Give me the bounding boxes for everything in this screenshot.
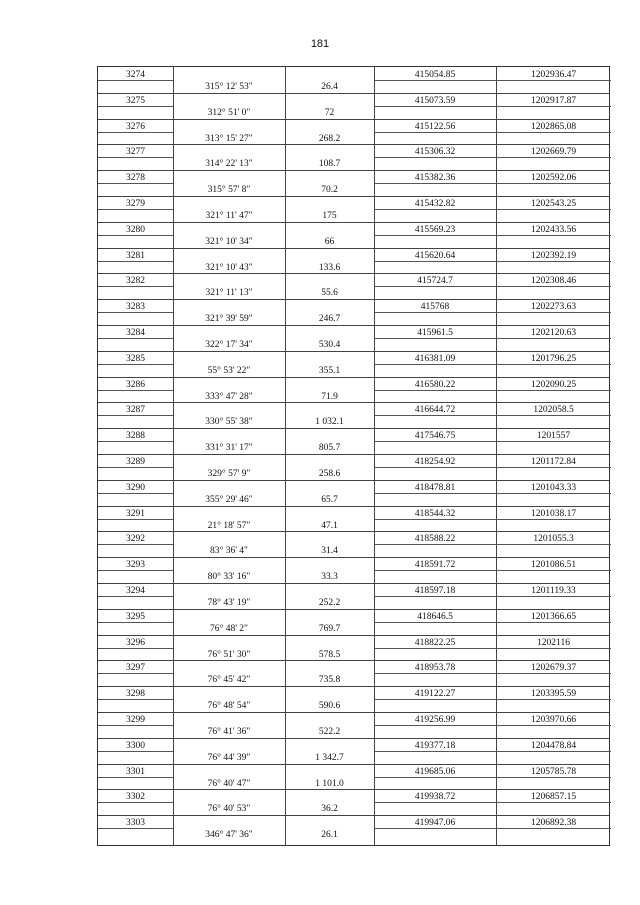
point-number: 3287 — [126, 405, 145, 416]
direction-angle: 314° 22' 13" — [205, 159, 253, 170]
y-coordinate: 1201086.51 — [530, 560, 577, 571]
cell-divider — [496, 777, 611, 778]
cell-divider — [496, 286, 611, 287]
cell-divider — [374, 596, 496, 597]
direction-angle: 55° 53' 22" — [207, 365, 251, 376]
cell-divider — [98, 209, 173, 210]
x-coordinate: 418953.78 — [414, 663, 456, 674]
x-coordinate: 415054.85 — [414, 70, 456, 80]
segment-distance: 252.2 — [318, 598, 341, 608]
cell-divider — [496, 751, 611, 752]
x-coordinate: 415620.64 — [414, 250, 456, 261]
x-coordinate: 415432.82 — [414, 199, 456, 209]
cell-divider — [98, 648, 173, 649]
x-coordinate: 415073.59 — [414, 95, 456, 106]
cell-divider — [496, 699, 611, 700]
y-coordinate: 1205785.78 — [530, 766, 577, 777]
row-divider — [98, 764, 609, 765]
x-coordinate: 418544.32 — [414, 508, 456, 519]
row-divider — [98, 454, 609, 455]
point-number: 3295 — [126, 611, 145, 622]
cell-divider — [374, 802, 496, 803]
x-coordinate: 418588.22 — [414, 534, 456, 545]
cell-divider — [374, 415, 496, 416]
cell-divider — [98, 132, 173, 133]
cell-divider — [98, 415, 173, 416]
point-number: 3281 — [126, 250, 145, 261]
cell-divider — [374, 699, 496, 700]
y-coordinate: 1206892.38 — [530, 818, 577, 829]
y-coordinate: 1202433.56 — [530, 224, 577, 235]
cell-divider — [98, 622, 173, 623]
cell-divider — [374, 751, 496, 752]
direction-angle: 329° 57' 9" — [207, 469, 251, 479]
cell-divider — [496, 261, 611, 262]
x-coordinate: 415768 — [420, 302, 450, 313]
cell-divider — [98, 544, 173, 545]
segment-distance: 33.3 — [321, 572, 338, 583]
cell-divider — [374, 132, 496, 133]
cell-divider — [496, 338, 611, 339]
cell-divider — [496, 106, 611, 107]
y-coordinate: 1202543.25 — [530, 199, 577, 209]
point-number: 3292 — [126, 534, 145, 545]
segment-distance: 36.2 — [321, 804, 338, 815]
point-number: 3277 — [126, 147, 145, 158]
direction-angle: 313° 15' 27" — [205, 133, 253, 144]
point-number: 3275 — [126, 95, 145, 106]
y-coordinate: 1203395.59 — [530, 689, 577, 700]
cell-divider — [374, 390, 496, 391]
y-coordinate: 1201119.33 — [531, 586, 576, 596]
segment-distance: 72 — [324, 107, 335, 118]
x-coordinate: 419938.72 — [414, 792, 456, 803]
cell-divider — [374, 80, 496, 81]
segment-distance: 522.2 — [318, 727, 341, 737]
y-coordinate: 1202865.08 — [530, 121, 577, 132]
point-number: 3289 — [126, 457, 145, 467]
row-divider — [98, 660, 609, 661]
cell-divider — [98, 441, 173, 442]
cell-divider — [374, 622, 496, 623]
point-number: 3293 — [126, 560, 145, 571]
cell-divider — [374, 519, 496, 520]
cell-divider — [374, 725, 496, 726]
cell-divider — [98, 183, 173, 184]
x-coordinate: 419947.06 — [414, 818, 456, 829]
segment-distance: 65.7 — [321, 494, 338, 505]
cell-divider — [496, 235, 611, 236]
segment-distance: 55.6 — [321, 288, 338, 299]
cell-divider — [98, 364, 173, 365]
direction-angle: 76° 51' 30" — [207, 649, 251, 660]
segment-distance: 735.8 — [318, 675, 341, 686]
segment-distance: 26.1 — [321, 830, 338, 841]
segment-distance: 71.9 — [321, 391, 338, 402]
point-number: 3294 — [126, 586, 145, 596]
cell-divider — [98, 828, 173, 829]
y-coordinate: 1201043.33 — [530, 482, 577, 493]
direction-angle: 80° 33' 16" — [207, 572, 251, 583]
direction-angle: 321° 10' 43" — [205, 262, 253, 273]
row-divider — [98, 93, 609, 94]
direction-angle: 76° 48' 54" — [207, 701, 251, 712]
point-number: 3282 — [126, 276, 145, 287]
x-coordinate: 415724.7 — [417, 276, 453, 287]
cell-divider — [496, 519, 611, 520]
cell-divider — [98, 390, 173, 391]
x-coordinate: 418822.25 — [414, 637, 456, 648]
cell-divider — [496, 132, 611, 133]
cell-divider — [98, 235, 173, 236]
y-coordinate: 1201796.25 — [530, 353, 577, 364]
point-number: 3288 — [126, 431, 145, 442]
cell-divider — [496, 493, 611, 494]
y-coordinate: 1202679.37 — [530, 663, 577, 674]
segment-distance: 108.7 — [318, 159, 341, 170]
cell-divider — [496, 80, 611, 81]
x-coordinate: 418254.92 — [414, 457, 456, 467]
segment-distance: 70.2 — [321, 185, 338, 196]
cell-divider — [98, 261, 173, 262]
segment-distance: 355.1 — [318, 365, 341, 376]
direction-angle: 76° 44' 39" — [207, 752, 251, 763]
point-number: 3299 — [126, 715, 145, 725]
direction-angle: 76° 45' 42" — [207, 675, 251, 686]
row-divider — [98, 789, 609, 790]
cell-divider — [496, 415, 611, 416]
row-divider — [98, 686, 609, 687]
x-coordinate: 415122.56 — [414, 121, 456, 132]
cell-divider — [374, 209, 496, 210]
cell-divider — [496, 390, 611, 391]
segment-distance: 268.2 — [318, 133, 341, 144]
cell-divider — [496, 570, 611, 571]
x-coordinate: 419256.99 — [414, 715, 456, 725]
row-divider — [98, 299, 609, 300]
direction-angle: 21° 18' 57" — [207, 520, 251, 531]
direction-angle: 76° 48' 2" — [210, 623, 248, 634]
point-number: 3285 — [126, 353, 145, 364]
direction-angle: 346° 47' 36" — [205, 830, 253, 841]
cell-divider — [496, 183, 611, 184]
row-divider — [98, 635, 609, 636]
x-coordinate: 419685.06 — [414, 766, 456, 777]
y-coordinate: 1202592.06 — [530, 173, 577, 184]
cell-divider — [374, 570, 496, 571]
direction-angle: 315° 57' 8" — [207, 185, 251, 196]
cell-divider — [496, 209, 611, 210]
row-divider — [98, 248, 609, 249]
row-divider — [98, 325, 609, 326]
y-coordinate: 1202058.5 — [533, 405, 574, 416]
row-divider — [98, 506, 609, 507]
cell-divider — [374, 106, 496, 107]
cell-divider — [374, 828, 496, 829]
y-coordinate: 1201172.84 — [531, 457, 576, 467]
cell-divider — [98, 493, 173, 494]
row-divider — [98, 738, 609, 739]
page-number: 181 — [310, 38, 330, 50]
direction-angle: 76° 41' 36" — [207, 727, 251, 737]
cell-divider — [496, 673, 611, 674]
x-coordinate: 418591.72 — [414, 560, 456, 571]
y-coordinate: 1202917.87 — [530, 95, 577, 106]
cell-divider — [496, 725, 611, 726]
point-number: 3280 — [126, 224, 145, 235]
cell-divider — [374, 286, 496, 287]
cell-divider — [496, 441, 611, 442]
y-coordinate: 1201557 — [536, 431, 571, 442]
cell-divider — [496, 467, 611, 468]
cell-divider — [496, 648, 611, 649]
x-coordinate: 416644.72 — [414, 405, 456, 416]
segment-distance: 31.4 — [321, 546, 338, 557]
point-number: 3276 — [126, 121, 145, 132]
direction-angle: 312° 51' 0" — [207, 107, 251, 118]
cell-divider — [98, 338, 173, 339]
y-coordinate: 1201366.65 — [530, 611, 577, 622]
coordinates-table — [97, 66, 610, 846]
y-coordinate: 1201038.17 — [530, 508, 577, 519]
row-divider — [98, 119, 609, 120]
cell-divider — [496, 802, 611, 803]
direction-angle: 76° 40' 47" — [207, 778, 251, 789]
y-coordinate: 1202669.79 — [530, 147, 577, 158]
cell-divider — [374, 364, 496, 365]
x-coordinate: 415382.36 — [414, 173, 456, 184]
y-coordinate: 1202116 — [537, 637, 570, 648]
segment-distance: 530.4 — [318, 340, 341, 350]
segment-distance: 1 342.7 — [315, 752, 344, 763]
cell-divider — [374, 157, 496, 158]
point-number: 3303 — [126, 818, 145, 829]
y-coordinate: 1201055.3 — [533, 534, 574, 545]
point-number: 3291 — [126, 508, 145, 519]
x-coordinate: 415306.32 — [414, 147, 456, 158]
segment-distance: 258.6 — [318, 469, 341, 479]
row-divider — [98, 712, 609, 713]
row-divider — [98, 351, 609, 352]
row-divider — [98, 609, 609, 610]
row-divider — [98, 222, 609, 223]
segment-distance: 769.7 — [318, 623, 341, 634]
x-coordinate: 416381.09 — [414, 353, 456, 364]
row-divider — [98, 402, 609, 403]
y-coordinate: 1203970.66 — [530, 715, 577, 725]
direction-angle: 333° 47' 28" — [205, 391, 253, 402]
x-coordinate: 415569.23 — [414, 224, 456, 235]
direction-angle: 315° 12' 53" — [205, 82, 253, 92]
y-coordinate: 1202308.46 — [530, 276, 577, 287]
y-coordinate: 1206857.15 — [530, 792, 577, 803]
direction-angle: 321° 11' 47" — [205, 211, 253, 221]
row-divider — [98, 170, 609, 171]
point-number: 3297 — [126, 663, 145, 674]
y-coordinate: 1202936.47 — [530, 70, 577, 80]
segment-distance: 246.7 — [318, 314, 341, 325]
cell-divider — [374, 441, 496, 442]
cell-divider — [98, 157, 173, 158]
cell-divider — [496, 622, 611, 623]
point-number: 3301 — [126, 766, 145, 777]
point-number: 3286 — [126, 379, 145, 390]
segment-distance: 26.4 — [321, 82, 338, 92]
point-number: 3290 — [126, 482, 145, 493]
y-coordinate: 1204478.84 — [530, 740, 577, 751]
point-number: 3296 — [126, 637, 145, 648]
cell-divider — [98, 596, 173, 597]
point-number: 3283 — [126, 302, 145, 313]
segment-distance: 1 101.0 — [315, 778, 344, 789]
cell-divider — [374, 338, 496, 339]
cell-divider — [374, 312, 496, 313]
cell-divider — [98, 699, 173, 700]
cell-divider — [374, 648, 496, 649]
point-number: 3298 — [126, 689, 145, 700]
cell-divider — [98, 106, 173, 107]
cell-divider — [98, 467, 173, 468]
x-coordinate: 418478.81 — [414, 482, 456, 493]
point-number: 3302 — [126, 792, 145, 803]
cell-divider — [374, 235, 496, 236]
cell-divider — [374, 261, 496, 262]
cell-divider — [374, 544, 496, 545]
cell-divider — [496, 544, 611, 545]
cell-divider — [98, 312, 173, 313]
row-divider — [98, 377, 609, 378]
cell-divider — [374, 467, 496, 468]
cell-divider — [98, 570, 173, 571]
cell-divider — [496, 596, 611, 597]
segment-distance: 175 — [322, 211, 337, 221]
row-divider — [98, 196, 609, 197]
segment-distance: 1 032.1 — [315, 417, 344, 428]
segment-distance: 578.5 — [318, 649, 341, 660]
point-number: 3278 — [126, 173, 145, 184]
point-number: 3300 — [126, 740, 145, 751]
x-coordinate: 419122.27 — [414, 689, 456, 700]
x-coordinate: 415961.5 — [417, 328, 453, 338]
segment-distance: 805.7 — [318, 443, 341, 454]
cell-divider — [496, 828, 611, 829]
direction-angle: 76° 40' 53" — [207, 804, 251, 815]
direction-angle: 321° 11' 13" — [205, 288, 253, 299]
direction-angle: 330° 55' 38" — [205, 417, 253, 428]
direction-angle: 78° 43' 19" — [207, 598, 251, 608]
cell-divider — [496, 364, 611, 365]
cell-divider — [98, 519, 173, 520]
row-divider — [98, 273, 609, 274]
row-divider — [98, 815, 609, 816]
direction-angle: 83° 36' 4" — [210, 546, 248, 557]
x-coordinate: 416580.22 — [414, 379, 456, 390]
x-coordinate: 418597.18 — [414, 586, 456, 596]
row-divider — [98, 583, 609, 584]
cell-divider — [98, 80, 173, 81]
segment-distance: 133.6 — [318, 262, 341, 273]
cell-divider — [374, 493, 496, 494]
point-number: 3279 — [126, 199, 145, 209]
x-coordinate: 418646.5 — [417, 611, 453, 622]
direction-angle: 355° 29' 46" — [205, 494, 253, 505]
point-number: 3284 — [126, 328, 145, 338]
cell-divider — [98, 725, 173, 726]
cell-divider — [98, 802, 173, 803]
row-divider — [98, 144, 609, 145]
x-coordinate: 417546.75 — [414, 431, 456, 442]
segment-distance: 66 — [324, 236, 335, 247]
cell-divider — [374, 183, 496, 184]
cell-divider — [98, 286, 173, 287]
cell-divider — [98, 673, 173, 674]
y-coordinate: 1202120.63 — [530, 328, 577, 338]
row-divider — [98, 531, 609, 532]
row-divider — [98, 557, 609, 558]
direction-angle: 321° 10' 34" — [205, 236, 253, 247]
row-divider — [98, 428, 609, 429]
point-number: 3274 — [126, 70, 145, 80]
x-coordinate: 419377.18 — [414, 740, 456, 751]
cell-divider — [98, 777, 173, 778]
y-coordinate: 1202090.25 — [530, 379, 577, 390]
y-coordinate: 1202392.19 — [530, 250, 577, 261]
direction-angle: 322° 17' 34" — [205, 340, 253, 350]
row-divider — [98, 480, 609, 481]
cell-divider — [496, 312, 611, 313]
y-coordinate: 1202273.63 — [530, 302, 577, 313]
cell-divider — [374, 673, 496, 674]
direction-angle: 331° 31' 17" — [205, 443, 253, 454]
cell-divider — [496, 157, 611, 158]
segment-distance: 47.1 — [321, 520, 338, 531]
segment-distance: 590.6 — [318, 701, 341, 712]
cell-divider — [374, 777, 496, 778]
cell-divider — [98, 751, 173, 752]
direction-angle: 321° 39' 59" — [205, 314, 253, 325]
